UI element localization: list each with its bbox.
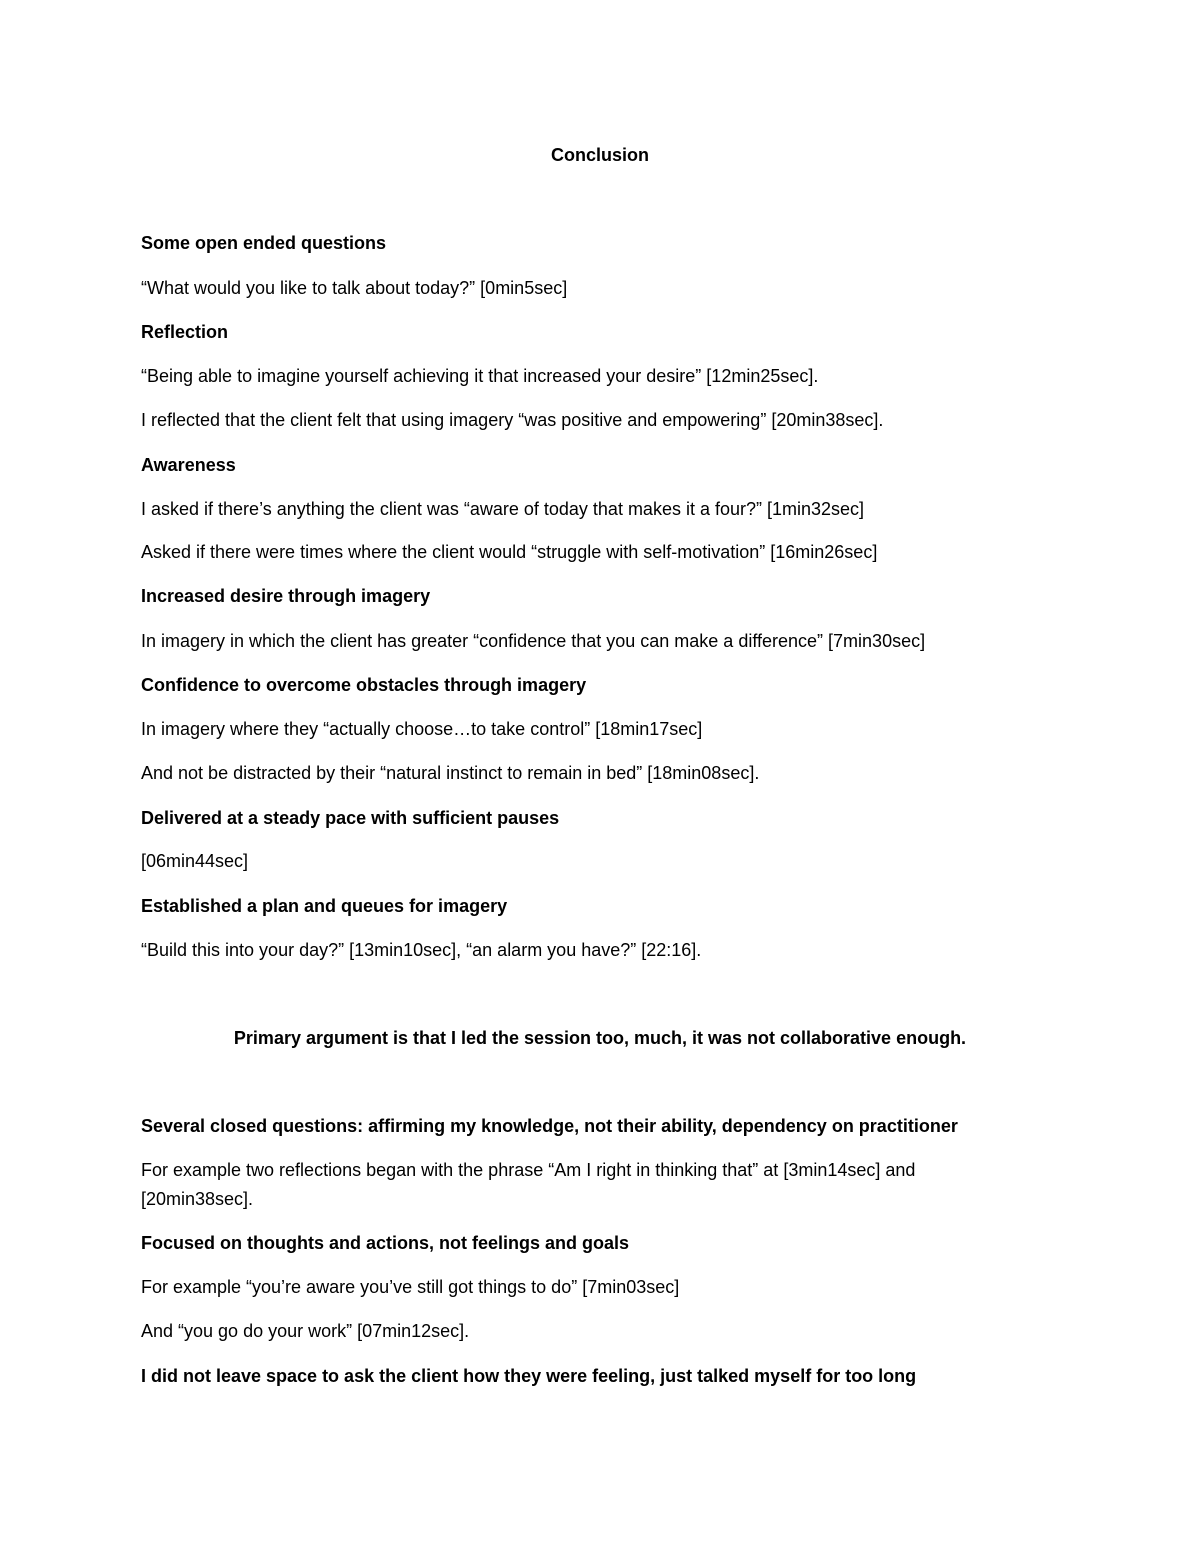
section-heading: Reflection xyxy=(141,322,229,342)
body-line: And not be distracted by their “natural instinct to remain in bed” [18min08sec]. xyxy=(141,763,760,783)
section-heading: Some open ended questions xyxy=(141,233,387,253)
body-line: “What would you like to talk about today?” [0min5sec] xyxy=(141,278,568,298)
primary-argument: Primary argument is that I led the session too, much, it was not collaborative enough. xyxy=(233,1028,967,1048)
body-line: [06min44sec] xyxy=(141,851,249,871)
section-heading: Focused on thoughts and actions, not feelings and goals xyxy=(141,1233,630,1253)
body-line: I reflected that the client felt that using imagery “was positive and empowering” [20min38sec]. xyxy=(141,410,884,430)
body-line: “Build this into your day?” [13min10sec], “an alarm you have?” [22:16]. xyxy=(141,940,702,960)
body-line: “Being able to imagine yourself achieving it that increased your desire” [12min25sec]. xyxy=(141,366,819,386)
final-heading: I did not leave space to ask the client how they were feeling, just talked myself for too long xyxy=(141,1366,917,1386)
section-heading: Delivered at a steady pace with sufficient pauses xyxy=(141,808,560,828)
section-heading: Awareness xyxy=(141,455,236,475)
section-heading: Increased desire through imagery xyxy=(141,586,431,606)
body-line: I asked if there’s anything the client was “aware of today that makes it a four?” [1min32sec] xyxy=(141,499,865,519)
body-line: Asked if there were times where the client would “struggle with self-motivation” [16min26sec] xyxy=(141,542,878,562)
body-line: And “you go do your work” [07min12sec]. xyxy=(141,1321,470,1341)
body-line: In imagery where they “actually choose…to take control” [18min17sec] xyxy=(141,719,703,739)
body-line: For example “you’re aware you’ve still got things to do” [7min03sec] xyxy=(141,1277,680,1297)
body-line: In imagery in which the client has greater “confidence that you can make a difference” [7min30sec] xyxy=(141,631,926,651)
section-heading: Several closed questions: affirming my knowledge, not their ability, dependency on practitioner xyxy=(141,1116,958,1136)
page-title: Conclusion xyxy=(551,145,649,165)
body-paragraph: For example two reflections began with the phrase “Am I right in thinking that” at [3min14sec] and [20min38sec]. xyxy=(141,1160,916,1209)
section-heading: Confidence to overcome obstacles through imagery xyxy=(141,675,587,695)
section-heading: Established a plan and queues for imagery xyxy=(141,896,508,916)
